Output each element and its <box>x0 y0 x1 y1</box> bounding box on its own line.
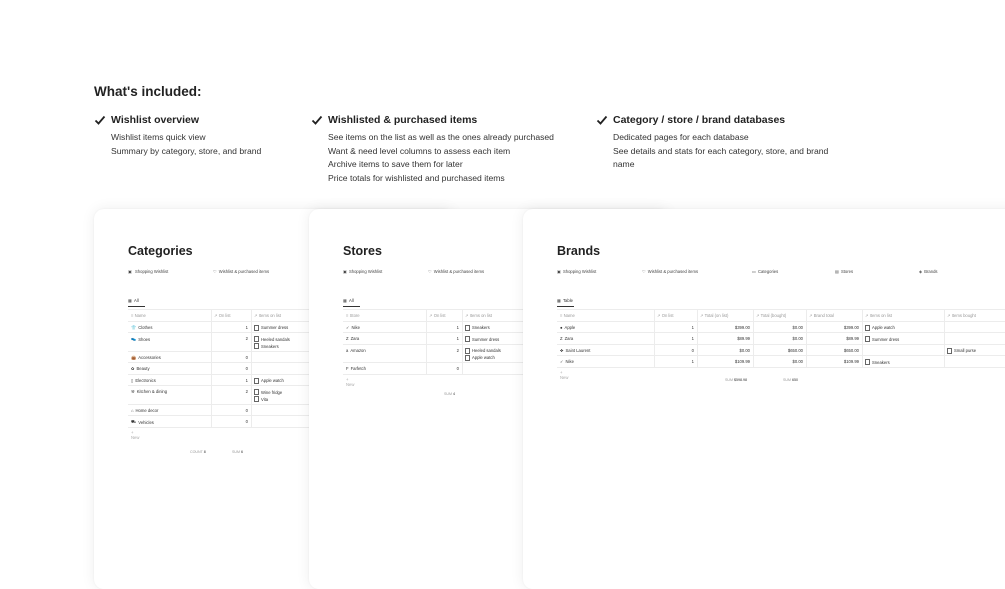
column-divider <box>753 309 754 367</box>
feature-line: Price totals for wishlisted and purchased items <box>328 172 505 183</box>
row-name[interactable] <box>346 348 366 353</box>
relation-item[interactable] <box>865 359 890 365</box>
cell-value: 0 <box>245 419 248 424</box>
document-icon <box>947 348 952 354</box>
relation-item[interactable] <box>254 325 288 331</box>
relation-item[interactable] <box>254 396 268 402</box>
aggregate-label: SUM <box>725 377 734 382</box>
cell-value: 0 <box>456 366 459 371</box>
cell-value: 1 <box>245 324 248 330</box>
amazon-icon: a <box>346 347 349 353</box>
document-icon <box>254 378 259 384</box>
document-icon <box>254 336 259 342</box>
column-divider <box>697 309 698 367</box>
heart-icon: ♡ <box>642 269 646 274</box>
cell-value: $650.00 <box>843 347 859 353</box>
cell-value: 1 <box>456 324 459 330</box>
row-name[interactable] <box>131 378 156 383</box>
heart-icon: ♡ <box>428 269 432 274</box>
tag-icon: ◈ <box>919 269 923 274</box>
row-name[interactable] <box>131 325 152 331</box>
text-icon: ≡ <box>131 313 135 318</box>
relation-item[interactable] <box>465 348 501 354</box>
relation-item[interactable] <box>254 389 282 395</box>
cell-value: $109.99 <box>843 359 859 364</box>
heart-icon: ♡ <box>213 269 217 274</box>
brands-card <box>523 209 1005 589</box>
relation-label: Apple watch <box>472 355 495 360</box>
row-name-label: Kitchen & dining <box>136 389 168 394</box>
row-name[interactable] <box>131 366 150 371</box>
table-bottom-border <box>128 427 321 428</box>
column-divider <box>862 309 863 367</box>
relation-label: Summer dress <box>472 336 500 342</box>
column-header[interactable] <box>254 313 281 318</box>
cell-value: $89.99 <box>846 336 859 341</box>
column-divider <box>211 309 212 427</box>
cell-value: $399.00 <box>734 324 750 330</box>
column-header[interactable] <box>429 313 446 318</box>
bag-icon: 👜 <box>131 354 137 360</box>
view-tab-all[interactable]: ▦ All <box>343 298 354 303</box>
relation-label: Summer dress <box>261 325 289 330</box>
column-label: Items on list <box>469 313 493 318</box>
check-icon <box>311 114 323 126</box>
row-name-label: Accessories <box>138 355 161 360</box>
column-header[interactable] <box>131 313 146 318</box>
relation-label: Wine fridge <box>261 389 283 395</box>
aggregate-footer <box>232 450 243 454</box>
column-header[interactable] <box>947 313 976 318</box>
link-stores[interactable]: ▤ Stores <box>835 269 854 274</box>
aggregate-footer <box>725 378 747 382</box>
view-tab-all[interactable]: ▦ All <box>128 298 139 303</box>
document-icon <box>465 336 470 342</box>
row-name-label: Electronics <box>135 377 156 383</box>
document-icon <box>465 355 470 361</box>
table-icon: ▦ <box>557 298 561 303</box>
relation-item[interactable] <box>254 343 279 349</box>
row-name-label: Beauty <box>136 366 150 371</box>
new-row-button[interactable]: + New <box>346 376 355 387</box>
saint-laurent-icon: ✤ <box>560 347 564 353</box>
relation-item[interactable] <box>865 325 895 331</box>
column-divider <box>944 309 945 367</box>
column-divider <box>251 309 252 427</box>
row-name-label: Nike <box>565 359 574 364</box>
feature-line: Dedicated pages for each database <box>613 132 749 142</box>
link-brands[interactable]: ◈ Brands <box>919 269 938 274</box>
cell-value: 0 <box>245 366 248 371</box>
link-wishlist-items[interactable]: ♡ Wishlist & purchased items <box>642 269 699 274</box>
aggregate-label: SUM <box>783 377 792 382</box>
cell-value: 0 <box>691 347 694 353</box>
whats-included-heading: What's included: <box>94 84 202 99</box>
farfetch-icon: F <box>346 366 349 371</box>
table-row[interactable] <box>128 332 321 352</box>
table-row[interactable] <box>128 385 321 405</box>
document-icon <box>465 348 470 354</box>
page-title: Categories <box>128 244 193 258</box>
relation-label: Apple watch <box>261 378 284 383</box>
column-label: Total (on list) <box>704 313 729 318</box>
feature-title: Wishlist overview <box>111 114 200 126</box>
row-name[interactable] <box>560 336 573 341</box>
column-header[interactable] <box>657 313 674 318</box>
link-shopping-wishlist[interactable]: ▣ Shopping Wishlist <box>557 269 597 274</box>
aggregate-label: SUM <box>232 449 241 454</box>
row-name[interactable] <box>560 348 590 353</box>
cell-value: $650.00 <box>787 347 803 353</box>
new-row-button[interactable]: + New <box>560 369 569 380</box>
row-name-label: Vehicles <box>138 419 154 425</box>
row-name-label: Home decor <box>135 407 159 413</box>
table-icon: ▦ <box>128 298 132 303</box>
page-icon: ▣ <box>557 269 561 274</box>
car-icon: ⛟ <box>131 419 137 424</box>
relation-label: Summer dress <box>872 336 900 342</box>
page-icon: ▣ <box>343 269 347 274</box>
cell-value: $0.00 <box>739 347 750 353</box>
column-label: On list <box>218 313 231 318</box>
document-icon <box>254 389 259 395</box>
link-categories[interactable]: ▭ Categories <box>752 269 779 274</box>
row-name[interactable] <box>131 408 158 413</box>
column-label: Brand total <box>813 313 834 318</box>
table-bottom-border <box>343 374 542 375</box>
feature-line: Summary by category, store, and brand <box>111 145 262 156</box>
relation-label: Small purse <box>954 348 977 353</box>
row-name[interactable] <box>131 336 150 342</box>
relation-item[interactable] <box>465 325 490 331</box>
document-icon <box>254 325 259 331</box>
aggregate-footer <box>190 450 206 454</box>
relation-label: Sneakers <box>261 343 279 349</box>
formula-icon: ↗ <box>657 313 662 318</box>
aggregate-footer <box>783 378 798 382</box>
cell-value: 2 <box>245 336 248 341</box>
apple-icon: ● <box>560 324 563 330</box>
column-label: Items on list <box>869 313 893 318</box>
column-label: Store <box>349 313 360 318</box>
feature-line: Archive items to save them for later <box>328 159 463 169</box>
column-header[interactable] <box>214 313 231 318</box>
row-name[interactable] <box>346 366 366 371</box>
kitchen-icon: ⚒ <box>131 389 135 394</box>
formula-icon: ↗ <box>756 313 761 318</box>
column-header[interactable] <box>560 313 575 318</box>
cell-value: 2 <box>456 347 459 353</box>
column-label: On list <box>661 313 674 318</box>
page-title: Brands <box>557 244 601 258</box>
page-title: Stores <box>343 244 382 258</box>
zara-icon: Z <box>560 336 563 341</box>
column-divider <box>462 309 463 374</box>
cell-value: 1 <box>691 324 694 330</box>
document-icon <box>865 336 870 342</box>
row-name-label: Farfetch <box>350 366 366 371</box>
aggregate-value: 4 <box>452 391 455 396</box>
home-icon: ⌂ <box>131 407 134 413</box>
shirt-icon: 👕 <box>131 324 137 330</box>
row-name-label: Clothes <box>138 325 153 330</box>
table-icon: ▦ <box>343 298 347 303</box>
table-bottom-border <box>557 367 1005 368</box>
row-name[interactable] <box>131 355 161 361</box>
relation-item[interactable] <box>254 378 284 384</box>
nike-icon: ✓ <box>560 359 564 364</box>
cell-value: 1 <box>456 336 459 341</box>
column-label: Name <box>563 313 575 318</box>
link-wishlist-items[interactable]: ♡ Wishlist & purchased items <box>213 269 270 274</box>
aggregate-value: 6 <box>240 449 243 454</box>
row-name-label: Shoes <box>138 336 151 342</box>
tab-underline <box>343 306 360 307</box>
relation-item[interactable] <box>254 336 290 342</box>
tab-underline <box>557 306 574 307</box>
aggregate-label: COUNT <box>190 449 204 454</box>
document-icon <box>465 325 470 331</box>
link-shopping-wishlist[interactable]: ▣ Shopping Wishlist <box>343 269 383 274</box>
row-name[interactable] <box>560 325 575 330</box>
cell-value: $109.99 <box>734 359 750 364</box>
cell-value: 0 <box>245 407 248 413</box>
column-header[interactable] <box>756 313 786 318</box>
formula-icon: ↗ <box>254 313 259 318</box>
column-divider <box>654 309 655 367</box>
cell-value: 0 <box>245 354 248 360</box>
column-header[interactable] <box>346 313 360 318</box>
column-label: On list <box>433 313 446 318</box>
column-label: Total (bought) <box>760 313 787 318</box>
relation-label: Sneakers <box>472 325 490 330</box>
row-name-label: Zara <box>564 336 574 341</box>
cell-value: 1 <box>691 359 694 364</box>
formula-icon: ↗ <box>947 313 952 318</box>
relation-item[interactable] <box>865 336 899 342</box>
row-name-label: Saint Laurent <box>565 347 591 353</box>
cell-value: $0.00 <box>792 359 803 364</box>
column-header[interactable] <box>865 313 892 318</box>
tab-underline <box>128 306 145 307</box>
view-tab-table[interactable]: ▦ Table <box>557 298 573 303</box>
relation-item[interactable] <box>465 355 495 361</box>
document-icon <box>254 343 259 349</box>
feature-line: See items on the list as well as the ones already purchased <box>328 132 554 142</box>
column-label: Name <box>134 313 146 318</box>
cell-value: 1 <box>691 336 694 341</box>
formula-icon: ↗ <box>865 313 870 318</box>
column-label: Items bought <box>951 313 976 318</box>
aggregate-value: 8 <box>203 449 206 454</box>
feature-line: Wishlist items quick view <box>111 132 206 142</box>
zara-icon: Z <box>346 336 349 341</box>
new-row-button[interactable]: + New <box>131 429 140 440</box>
row-name-label: Nike <box>351 324 360 330</box>
cell-value: $0.00 <box>792 324 803 330</box>
beauty-icon: ✿ <box>131 366 135 371</box>
row-name-label: Zara <box>350 336 360 341</box>
nike-icon: ✓ <box>346 324 350 330</box>
row-name[interactable] <box>131 419 154 425</box>
aggregate-value: $598.98 <box>733 377 747 382</box>
check-icon <box>94 114 106 126</box>
cell-value: 2 <box>245 389 248 394</box>
document-icon <box>254 396 259 402</box>
link-wishlist-items[interactable]: ♡ Wishlist & purchased items <box>428 269 485 274</box>
row-name-label: Amazon <box>350 347 366 353</box>
column-header[interactable] <box>700 313 728 318</box>
aggregate-value: 650 <box>791 377 798 382</box>
cell-value: $89.99 <box>737 336 750 341</box>
row-name[interactable] <box>346 336 359 341</box>
column-label: Items on list <box>258 313 282 318</box>
formula-icon: ↗ <box>700 313 705 318</box>
cell-value: $0.00 <box>792 336 803 341</box>
relation-item[interactable] <box>947 348 976 354</box>
document-icon <box>865 325 870 331</box>
column-header[interactable] <box>465 313 492 318</box>
formula-icon: ↗ <box>429 313 434 318</box>
feature-line: name <box>613 159 635 169</box>
store-icon: ▤ <box>835 269 839 274</box>
feature-line: Want & need level columns to assess each item <box>328 145 511 156</box>
relation-label: Heeled sandals <box>472 348 501 353</box>
relation-label: Apple watch <box>872 325 895 330</box>
cell-value: $399.00 <box>843 324 859 330</box>
feature-title: Category / store / brand databases <box>613 114 786 126</box>
formula-icon: ↗ <box>214 313 219 318</box>
row-name-label: Apple <box>564 324 576 330</box>
column-divider <box>426 309 427 374</box>
feature-line: See details and stats for each category, store, and brand <box>613 145 829 156</box>
link-shopping-wishlist[interactable]: ▣ Shopping Wishlist <box>128 269 169 274</box>
phone-icon: ▯ <box>131 377 134 383</box>
formula-icon: ↗ <box>809 313 814 318</box>
row-name[interactable] <box>346 325 360 330</box>
check-icon <box>596 114 608 126</box>
aggregate-label: SUM <box>444 391 453 396</box>
relation-label: Heeled sandals <box>261 336 290 342</box>
text-icon: ≡ <box>346 313 350 318</box>
relation-label: Sneakers <box>872 359 890 365</box>
column-divider <box>806 309 807 367</box>
shoe-icon: 👟 <box>131 336 137 341</box>
relation-label: Vita <box>261 396 269 402</box>
row-name[interactable] <box>560 359 574 364</box>
folder-icon: ▭ <box>752 269 756 274</box>
table-row[interactable] <box>343 344 542 364</box>
formula-icon: ↗ <box>465 313 470 318</box>
column-header[interactable] <box>809 313 834 318</box>
aggregate-footer <box>444 392 455 396</box>
page-icon: ▣ <box>128 269 132 274</box>
relation-item[interactable] <box>465 336 499 342</box>
document-icon <box>865 359 870 365</box>
feature-title: Wishlisted & purchased items <box>328 114 478 126</box>
row-name[interactable] <box>131 389 167 394</box>
cell-value: 1 <box>245 377 248 383</box>
text-icon: ≡ <box>560 313 564 318</box>
